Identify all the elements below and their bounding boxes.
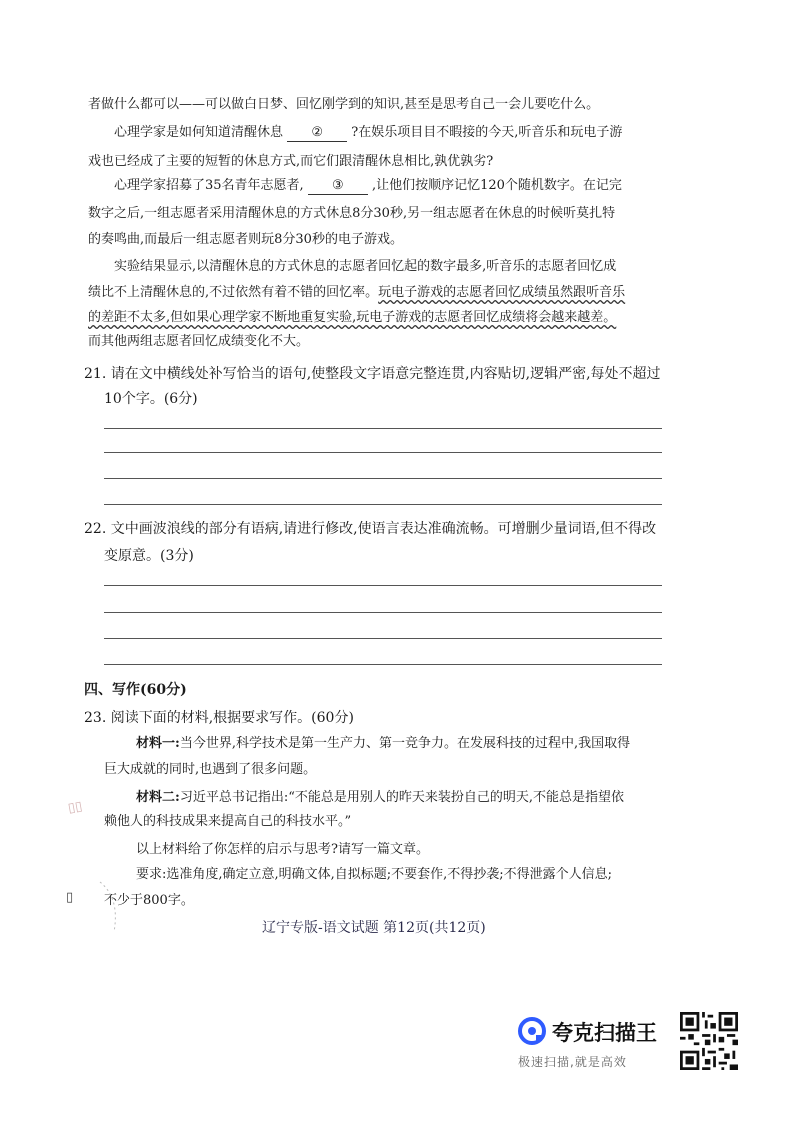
quark-logo-icon: [518, 1017, 546, 1045]
passage-line-4-post: ,让他们按顺序记忆120个随机数字。在记完: [371, 178, 622, 193]
passage-line-3: 戏也已经成了主要的短暂的休息方式,而它们跟清醒休息相比,孰优孰劣?: [88, 154, 494, 169]
answer-line-21-3[interactable]: [104, 478, 662, 479]
passage-line-8: [88, 285, 625, 301]
answer-line-22-2[interactable]: [104, 612, 662, 613]
question-23-intro: 23. 阅读下面的材料,根据要求写作。(60分): [84, 710, 354, 726]
blank-2: ②: [287, 125, 347, 142]
answer-line-21-4[interactable]: [104, 504, 662, 505]
material-2-line-2: 赖他人的科技成果来提高自己的科技水平。”: [104, 814, 352, 829]
writing-requirements-2: 不少于800字。: [104, 893, 194, 908]
passage-line-1: 者做什么都可以——可以做白日梦、回忆刚学到的知识,甚至是思考自己一会儿要吃什么。: [88, 97, 600, 112]
passage-line-8-plain: 绩比不上清醒休息的,不过依然有着不错的回忆率。: [88, 285, 379, 300]
question-22-line-1: 22. 文中画波浪线的部分有语病,请进行修改,使语言表达准确流畅。可增删少量词语,但不得改: [84, 521, 657, 537]
writing-prompt: 以上材料给了你怎样的启示与思考?请写一篇文章。: [136, 842, 429, 857]
page-footer: 辽宁专版-语文试题 第12页(共12页): [262, 920, 486, 936]
passage-line-10: 而其他两组志愿者回忆成绩变化不大。: [88, 334, 310, 349]
question-22-line-2: 变原意。(3分): [104, 548, 194, 564]
bleed-through-mark-2: ▯: [66, 890, 74, 905]
bleed-through-mark: ▯▯: [66, 798, 84, 817]
passage-line-4-pre: 心理学家招募了35名青年志愿者,: [114, 178, 304, 193]
passage-line-4: [114, 178, 622, 195]
question-21-line-1: 21. 请在文中横线处补写恰当的语句,使整段文字语意完整连贯,内容贴切,逻辑严密,每处不超过: [84, 366, 661, 382]
answer-line-22-3[interactable]: [104, 638, 662, 639]
passage-line-2-post: ?在娱乐项目目不暇接的今天,听音乐和玩电子游: [351, 125, 623, 140]
writing-requirements: 要求:选准角度,确定立意,明确文体,自拟标题;不要套作,不得抄袭;不得泄露个人信息;: [136, 867, 613, 882]
material-2-label: 材料二:: [136, 790, 180, 805]
passage-line-9: [88, 310, 616, 326]
passage-line-6: 的奏鸣曲,而最后一组志愿者则玩8分30秒的电子游戏。: [88, 232, 403, 247]
answer-line-21-1[interactable]: [104, 428, 662, 429]
passage-line-2: [114, 125, 622, 142]
qr-code-icon: [680, 1012, 738, 1070]
answer-line-22-1[interactable]: [104, 585, 662, 586]
wavy-underlined-text-2: 的差距不太多,但如果心理学家不断地重复实验,玩电子游戏的志愿者回忆成绩将会越来越差。: [88, 310, 617, 325]
question-21-line-2: 10个字。(6分): [104, 391, 198, 407]
pencil-scribble: [96, 878, 136, 938]
section-4-title: 四、写作(60分): [84, 682, 187, 698]
passage-line-7: 实验结果显示,以清醒休息的方式休息的志愿者回忆起的数字最多,听音乐的志愿者回忆成: [114, 259, 617, 274]
answer-line-21-2[interactable]: [104, 452, 662, 453]
material-1-label: 材料一:: [136, 736, 180, 751]
material-1-text: 当今世界,科学技术是第一生产力、第一竞争力。在发展科技的过程中,我国取得: [179, 736, 631, 751]
brand-name: 夸克扫描王: [552, 1021, 657, 1045]
material-2-text: 习近平总书记指出:“不能总是用别人的昨天来装扮自己的明天,不能总是指望依: [179, 790, 624, 805]
passage-line-5: 数字之后,一组志愿者采用清醒休息的方式休息8分30秒,另一组志愿者在休息的时候听莫扎特: [88, 206, 616, 221]
material-1-line-2: 巨大成就的同时,也遇到了很多问题。: [104, 762, 317, 777]
passage-line-2-pre: 心理学家是如何知道清醒休息: [114, 125, 284, 140]
scanner-watermark: [518, 1015, 678, 1075]
material-2-line-1: [136, 790, 624, 806]
material-1-line-1: [136, 736, 630, 752]
blank-3: ③: [308, 178, 368, 195]
answer-line-22-4[interactable]: [104, 664, 662, 665]
wavy-underlined-text-1: 玩电子游戏的志愿者回忆成绩虽然跟听音乐: [378, 285, 626, 300]
brand-slogan: 极速扫描,就是高效: [518, 1055, 627, 1069]
